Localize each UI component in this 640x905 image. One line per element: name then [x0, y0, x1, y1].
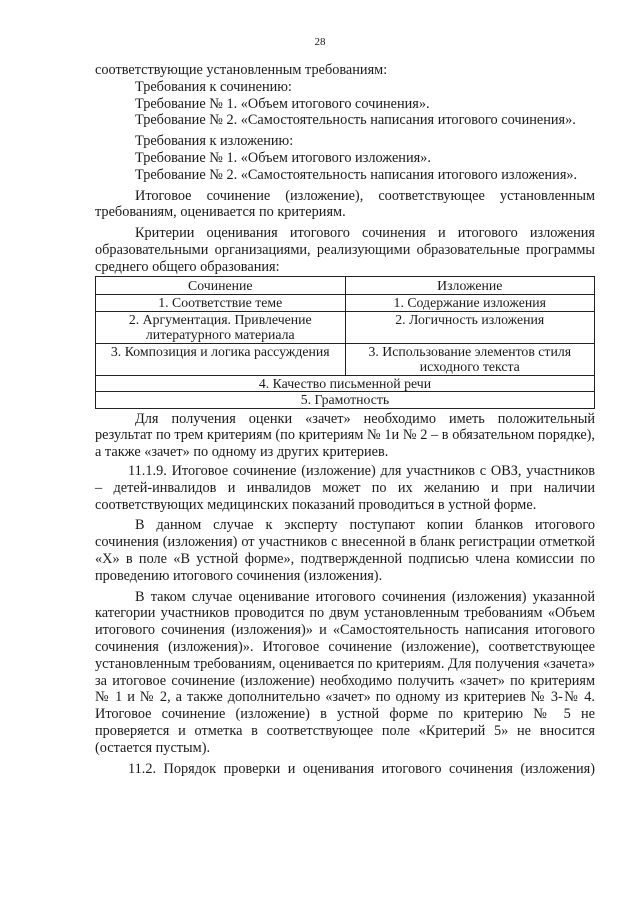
- table-cell-summary: 3. Использование элементов стиля исходного текста: [345, 343, 595, 375]
- subheading-summary-requirements: Требования к изложению:: [135, 133, 294, 150]
- paragraph-credit-rule: Для получения оценки «зачет» необходимо иметь положительный результат по трем критериям (по критериям № 1и № 2 – в обязательном порядке), а также «зачет» по одному из других критериев.: [95, 410, 595, 461]
- summary-requirement-1: Требование № 1. «Объем итогового изложения».: [135, 149, 431, 166]
- table-cell-summary: 2. Логичность изложения: [345, 311, 595, 343]
- paragraph-criteria-intro: Итоговое сочинение (изложение), соответствующее установленным требованиям, оценивается по критериям.: [95, 187, 595, 221]
- table-row: [96, 311, 595, 343]
- table-cell-essay: 3. Композиция и логика рассуждения: [96, 343, 346, 375]
- paragraph-oral-assessment: В таком случае оценивание итогового сочинения (изложения) указанной категории участников проводится по двум установленным требованиям «Объем итогового сочинения (изложения)» и «Самостоятельность написания итогового сочинения (изложения)». Итоговое сочинение (изложение), соответствующее установленным требованиям, оценивается по критериям. Для получения «зачета» за итоговое сочинение (изложение) необходимо получить «зачет» по критериям № 1 и № 2, а также дополнительно «зачет» по одному из критериев № 3-№ 4. Итоговое сочинение (изложение) в устной форме по критерию № 5 не проверяется и отметка в соответствующее поле «Критерий 5» не вносится (остается пустым).: [95, 588, 595, 756]
- table-row-full: [96, 375, 595, 392]
- table-header-essay: Сочинение: [96, 276, 346, 295]
- essay-requirement-2: Требование № 2. «Самостоятельность написания итогового сочинения».: [135, 112, 576, 129]
- table-row: [96, 343, 595, 375]
- document-body: [95, 62, 595, 777]
- table-row: [96, 295, 595, 312]
- table-cell-summary: 1. Содержание изложения: [345, 295, 595, 312]
- section-heading-11-2: 11.2. Порядок проверки и оценивания итогового сочинения (изложения): [128, 760, 595, 777]
- paragraph-oral-copies: В данном случае к эксперту поступают копии бланков итогового сочинения (изложения) от участников с внесенной в бланк регистрации отметкой «Х» в поле «В устной форме», подтвержденной подписью члена комиссии по проведению итогового сочинения (изложения).: [95, 517, 595, 584]
- table-cell-essay: 1. Соответствие теме: [96, 295, 346, 312]
- table-cell-criterion-5: 5. Грамотность: [96, 392, 595, 409]
- table-cell-criterion-4: 4. Качество письменной речи: [96, 375, 595, 392]
- paragraph-criteria-heading: Критерии оценивания итогового сочинения и итогового изложения образовательными организациями, реализующими образовательные программы среднего общего образования:: [95, 225, 595, 275]
- table-header-summary: Изложение: [345, 276, 595, 295]
- paragraph-11-1-9: 11.1.9. Итоговое сочинение (изложение) для участников с ОВЗ, участников – детей-инвалидов и инвалидов может по их желанию и при наличии соответствующих медицинских показаний проводиться в устной форме.: [95, 462, 595, 513]
- essay-requirement-1: Требование № 1. «Объем итогового сочинения».: [135, 95, 430, 112]
- text-line: соответствующие установленным требованиям:: [95, 62, 388, 78]
- summary-requirement-2: Требование № 2. «Самостоятельность написания итогового изложения».: [135, 166, 578, 183]
- subheading-essay-requirements: Требования к сочинению:: [135, 78, 292, 95]
- page-number: 28: [314, 36, 326, 48]
- table-header-row: [96, 276, 595, 295]
- criteria-table: [95, 276, 595, 409]
- table-cell-essay: 2. Аргументация. Привлечение литературного материала: [96, 311, 346, 343]
- table-row-full: [96, 392, 595, 409]
